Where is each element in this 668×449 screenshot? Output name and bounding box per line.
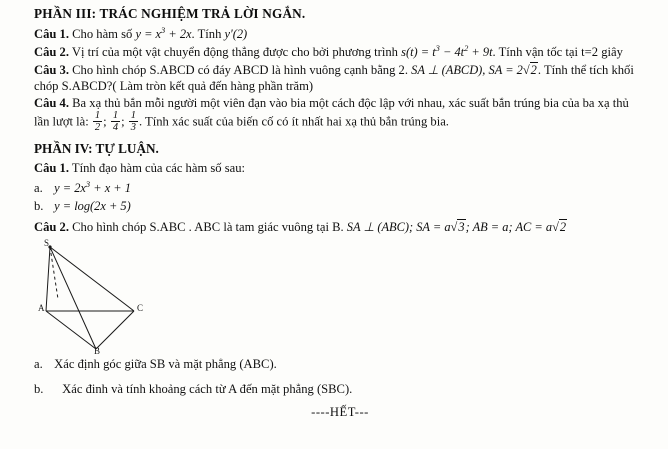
question-1-text-after: . Tính: [191, 27, 222, 42]
question-3-formula: SA ⊥ (ABCD),: [411, 62, 486, 77]
essay-1-item-b-formula: y = log(2x + 5): [54, 199, 131, 214]
essay-2-item-b-letter: b.: [34, 382, 44, 397]
essay-2-text-before: Cho hình chóp S.ABC .: [72, 219, 192, 234]
pyramid-sketch: [38, 239, 268, 354]
document-footer: ----HẾT---: [311, 405, 369, 420]
figure-label-C: C: [137, 302, 144, 313]
figure-label-A: A: [38, 302, 45, 313]
essay-1-text: Tính đạo hàm của các hàm số sau:: [71, 161, 246, 176]
essay-2-item-a-letter: a.: [34, 356, 43, 371]
essay-1-item-a-letter: a.: [34, 180, 43, 195]
fraction-2: $\frac{1}{4}$: [112, 110, 119, 134]
question-1: [34, 25, 646, 42]
essay-2-item-a: [34, 356, 646, 372]
question-4-text: Ba xạ thủ bắn mỗi người một viên đạn vào bia một cách độc lập với nhau, xác suất bắn trúng bia của ba xạ thủ lần lượt là:: [34, 96, 629, 129]
essay-question-1: [34, 160, 646, 176]
question-3-text: Cho hình chóp S.ABCD có đáy ABCD là hình vuông cạnh bằng 2.: [72, 62, 408, 77]
figure-label-S: S: [44, 238, 50, 248]
question-2: [34, 43, 646, 60]
question-4-label: Câu 4.: [34, 96, 69, 111]
question-2-formula: $s(t) = t^3 - 4t^2 + 9t$: [401, 43, 493, 60]
question-2-label: Câu 2.: [34, 45, 69, 60]
section-4-title: PHẦN IV: TỰ LUẬN.: [34, 141, 159, 157]
essay-2-item-b: [34, 381, 646, 397]
essay-1-item-a-formula: $y = 2x^3 + x + 1$: [54, 178, 131, 195]
fraction-3: $\frac{1}{3}$: [130, 110, 136, 134]
essay-1-item-b-letter: b.: [34, 199, 44, 214]
essay-1-item-a: [34, 179, 646, 196]
page-content: [34, 6, 646, 420]
question-1-label: Câu 1.: [34, 27, 69, 42]
question-2-text: Vị trí của một vật chuyển động thẳng được cho bởi phương trình: [71, 45, 398, 60]
essay-2-item-b-text: Xác đinh và tính khoảng cách từ A đến mặt phẳng (SBC).: [62, 382, 353, 397]
essay-1-item-b: [34, 198, 646, 214]
question-2-text-after: . Tính vận tốc tại t=2 giây: [492, 45, 623, 60]
section-3-title: PHẦN III: TRÁC NGHIỆM TRẢ LỜI NGẮN.: [34, 6, 306, 21]
question-1-formula: $y = x^3 + 2x$: [135, 25, 192, 42]
essay-question-2: [34, 219, 646, 235]
question-3-text-after: . Tính thể tích khối chóp S.ABCD?( Làm tròn kết quả đến hàng phần trăm): [34, 62, 634, 93]
essay-2-formula: SA ⊥ (ABC); SA = a√3; AB = a; AC = a√2: [346, 219, 567, 234]
fraction-1: $\frac{1}{2}$: [94, 110, 101, 134]
question-1-formula-2: y'(2): [224, 27, 248, 42]
question-3-formula-2: SA = 2√2: [488, 62, 537, 77]
question-3-label: Câu 3.: [34, 62, 69, 77]
geometry-figure: [38, 239, 268, 354]
essay-2-label: Câu 2.: [34, 219, 69, 234]
question-4-text-after: . Tính xác suất của biến cố có ít nhất hai xạ thủ bắn trúng bia.: [138, 114, 449, 129]
question-3: [34, 62, 646, 94]
question-4: Câu 4. Ba xạ thủ bắn mỗi người một viên đạn vào bia một cách độc lập với nhau, xác suất bắn trúng bia của ba xạ thủ lần lượt là: $\frac{1}{2}$ ; $\frac{1}{4}$ ; $\frac{1}{3}$ . Tính xác suất của biến cố có ít nhất hai xạ thủ bắn trúng bia.: [34, 96, 629, 134]
essay-2-item-a-text: Xác định góc giữa SB và mặt phẳng (ABC).: [54, 356, 277, 371]
figure-label-B: B: [94, 345, 101, 354]
essay-2-text-mid: ABC là tam giác vuông tại B.: [194, 219, 344, 234]
essay-1-label: Câu 1.: [34, 161, 69, 176]
question-1-text: Cho hàm số: [72, 27, 133, 42]
